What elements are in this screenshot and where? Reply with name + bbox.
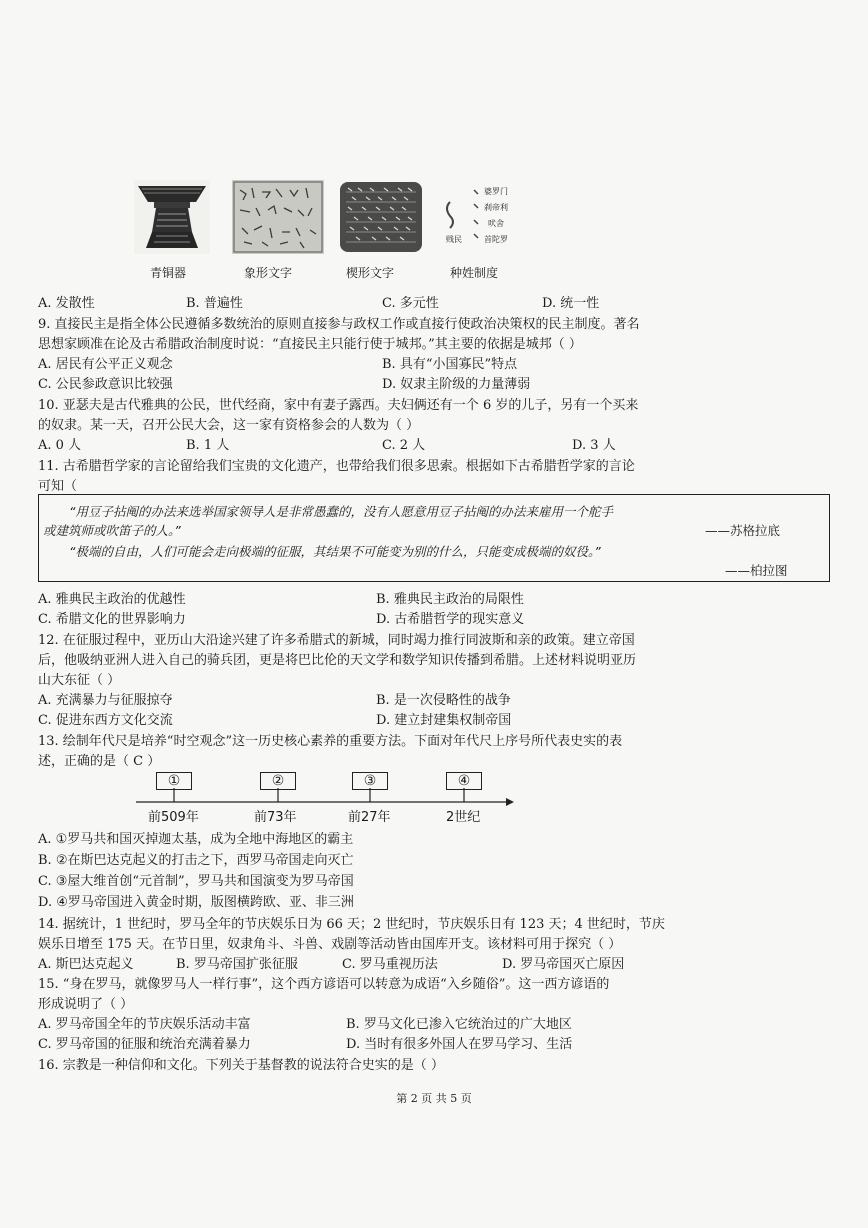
timeline-label-4: 2世纪: [446, 810, 481, 825]
q13-option-a: A. ①罗马共和国灭掉迦太基，成为全地中海地区的霸主: [38, 832, 354, 847]
q16-stem-line1: 16. 宗教是一种信仰和文化。下列关于基督教的说法符合史实的是（ ）: [38, 1058, 444, 1073]
q12-option-c: C. 促进东西方文化交流: [38, 713, 173, 728]
q11-stem-line1: 11. 古希腊哲学家的言论留给我们宝贵的文化遗产，也带给我们很多思索。根据如下古希腊哲学家的言论: [38, 459, 635, 474]
quote-plato-author: ——柏拉图: [725, 563, 788, 578]
q9-option-b: B. 具有“小国寡民”特点: [382, 357, 518, 372]
q8-option-a: A. 发散性: [38, 296, 95, 311]
q10-option-d: D. 3 人: [572, 438, 616, 453]
caste-label-brahmin: 婆罗门: [484, 187, 508, 196]
caption-bronze: 青铜器: [150, 266, 187, 280]
q12-option-d: D. 建立封建集权制帝国: [376, 713, 512, 728]
q8-option-c: C. 多元性: [382, 296, 439, 311]
caste-label-shudra: 首陀罗: [484, 235, 508, 244]
q13-option-c: C. ③屋大维首创“元首制”，罗马共和国演变为罗马帝国: [38, 874, 354, 889]
caption-pictograph: 象形文字: [244, 266, 293, 280]
q9-option-a: A. 居民有公平正义观念: [38, 357, 173, 372]
q13-option-d: D. ④罗马帝国进入黄金时期，版图横跨欧、亚、非三洲: [38, 895, 354, 910]
q14-stem-line2: 娱乐日增至 175 天。在节日里，奴隶角斗、斗兽、戏剧等活动皆由国库开支。该材料可用于探究（ ）: [38, 937, 622, 952]
q12-option-b: B. 是一次侵略性的战争: [376, 693, 511, 708]
q15-option-a: A. 罗马帝国全年的节庆娱乐活动丰富: [38, 1017, 251, 1032]
caste-label-vaishya: 吠舍: [488, 219, 504, 228]
q10-option-c: C. 2 人: [382, 438, 426, 453]
timeline-label-3: 前27年: [348, 810, 391, 825]
caption-caste: 种姓制度: [450, 266, 499, 280]
quote-plato-line: “极端的自由，人们可能会走向极端的征服，其结果不可能变为别的什么，只能变成极端的奴役。”: [69, 544, 601, 559]
q11-option-d: D. 古希腊哲学的现实意义: [376, 612, 525, 627]
q15-option-d: D. 当时有很多外国人在罗马学习、生活: [346, 1037, 573, 1052]
q9-option-c: C. 公民参政意识比较强: [38, 377, 173, 392]
q12-stem-line1: 12. 在征服过程中，亚历山大沿途兴建了许多希腊式的新城，同时竭力推行同波斯和亲的政策。建立帝国: [38, 633, 635, 648]
q13-option-b: B. ②在斯巴达克起义的打击之下，西罗马帝国走向灭亡: [38, 853, 354, 868]
page-number: 第 2 页 共 5 页: [396, 1092, 472, 1105]
q15-option-b: B. 罗马文化已渗入它统治过的广大地区: [346, 1017, 572, 1032]
q8-option-d: D. 统一性: [542, 296, 600, 311]
quote-socrates-line1: “用豆子拈阄的办法来选举国家领导人是非常愚蠢的，没有人愿意用豆子拈阄的办法来雇用一个舵手: [69, 504, 613, 519]
q15-stem-line1: 15. “身在罗马，就像罗马人一样行事”，这个西方谚语可以转意为成语“入乡随俗”。这一西方谚语的: [38, 977, 610, 992]
q10-option-b: B. 1 人: [186, 438, 230, 453]
timeline-label-2: 前73年: [254, 810, 297, 825]
q10-stem-line1: 10. 亚瑟夫是古代雅典的公民，世代经商，家中有妻子露西。夫妇俩还有一个 6 岁的儿子，另有一个买来: [38, 398, 639, 413]
timeline-label-1: 前509年: [148, 810, 199, 825]
q14-option-c: C. 罗马重视历法: [342, 957, 438, 972]
caste-label-untouchable: 贱民: [446, 235, 462, 244]
q11-stem-line2: 可知（: [38, 479, 78, 494]
q9-stem-line1: 9. 直接民主是指全体公民遵循多数统治的原则直接参与政权工作或直接行使政治决策权的民主制度。著名: [38, 317, 640, 332]
q11-option-b: B. 雅典民主政治的局限性: [376, 592, 524, 607]
timeline-marker-1: ①: [156, 772, 192, 790]
q12-option-a: A. 充满暴力与征服掠夺: [38, 693, 173, 708]
q14-stem-line1: 14. 据统计，1 世纪时，罗马全年的节庆娱乐日为 66 天；2 世纪时，节庆娱乐日有 123 天；4 世纪时，节庆: [38, 917, 665, 932]
q14-option-b: B. 罗马帝国扩张征服: [176, 957, 298, 972]
caption-cuneiform: 楔形文字: [346, 266, 395, 280]
q13-stem-line2: 述，正确的是（ C ）: [38, 754, 161, 769]
q14-option-d: D. 罗马帝国灭亡原因: [502, 957, 625, 972]
q9-stem-line2: 思想家顾准在论及古希腊政治制度时说：“直接民主只能行使于城邦。”其主要的依据是城邦（ ）: [38, 337, 582, 352]
q10-option-a: A. 0 人: [38, 438, 82, 453]
quote-socrates-line2: 或建筑师或吹笛子的人。”: [43, 523, 181, 538]
q12-stem-line2: 后，他吸纳亚洲人进入自己的骑兵团，更是将巴比伦的天文学和数学知识传播到希腊。上述材料说明亚历: [38, 653, 637, 668]
q11-option-c: C. 希腊文化的世界影响力: [38, 612, 186, 627]
q13-stem-line1: 13. 绘制年代尺是培养“时空观念”这一历史核心素养的重要方法。下面对年代尺上序号所代表史实的表: [38, 734, 623, 749]
quote-socrates-author: ——苏格拉底: [705, 523, 781, 538]
timeline-marker-2: ②: [260, 772, 296, 790]
timeline-marker-3: ③: [352, 772, 388, 790]
q15-option-c: C. 罗马帝国的征服和统治充满着暴力: [38, 1037, 251, 1052]
q11-option-a: A. 雅典民主政治的优越性: [38, 592, 186, 607]
q12-stem-line3: 山大东征（ ）: [38, 673, 121, 688]
q10-stem-line2: 的奴隶。某一天，召开公民大会，这一家有资格参会的人数为（ ）: [38, 418, 420, 433]
q14-option-a: A. 斯巴达克起义: [38, 957, 134, 972]
caste-label-kshatriya: 刹帝利: [484, 203, 508, 212]
q8-option-b: B. 普遍性: [186, 296, 243, 311]
q15-stem-line2: 形成说明了（ ）: [38, 997, 134, 1012]
timeline-marker-4: ④: [446, 772, 482, 790]
q9-option-d: D. 奴隶主阶级的力量薄弱: [382, 377, 531, 392]
